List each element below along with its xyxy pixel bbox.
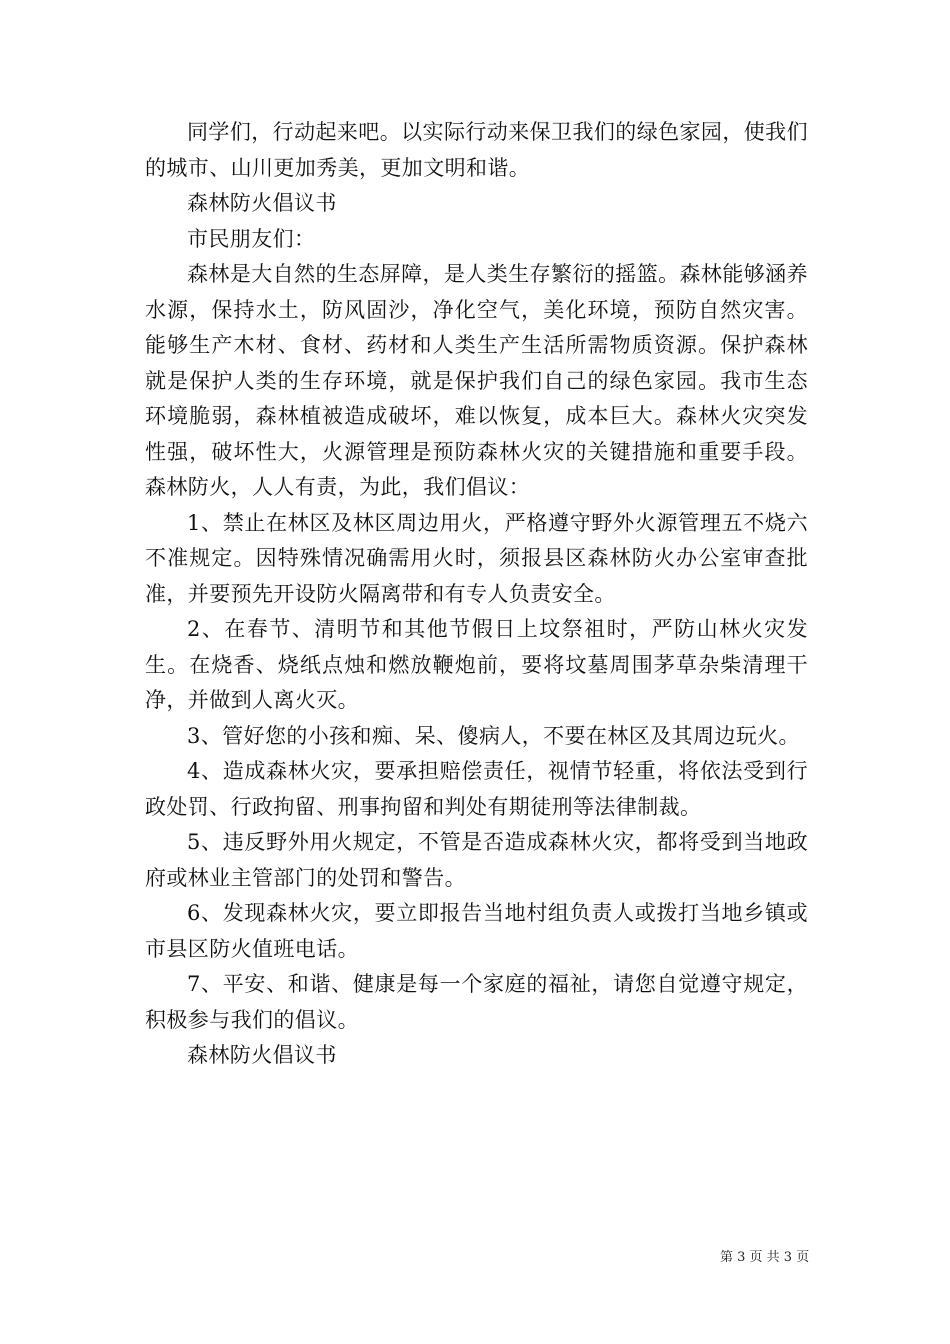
proposal-item-7: 7、平安、和谐、健康是每一个家庭的福祉，请您自觉遵守规定，积极参与我们的倡议。 xyxy=(145,972,808,1032)
paragraph-closing-call: 同学们，行动起来吧。以实际行动来保卫我们的绿色家园，使我们的城市、山川更加秀美，更加文明和谐。 xyxy=(145,120,808,180)
proposal-item-4: 4、造成森林火灾，要承担赔偿责任，视情节轻重，将依法受到行政处罚、行政拘留、刑事拘留和判处有期徒刑等法律制裁。 xyxy=(145,759,808,819)
proposal-item-5: 5、违反野外用火规定，不管是否造成森林火灾，都将受到当地政府或林业主管部门的处罚和警告。 xyxy=(145,830,808,890)
document-body xyxy=(145,115,808,1074)
proposal-item-6: 6、发现森林火灾，要立即报告当地村组负责人或拨打当地乡镇或市县区防火值班电话。 xyxy=(145,901,808,961)
salutation: 市民朋友们： xyxy=(187,226,316,251)
paragraph-intro: 森林是大自然的生态屏障，是人类生存繁衍的摇篮。森林能够涵养水源，保持水土，防风固沙，净化空气，美化环境，预防自然灾害。能够生产木材、食材、药材和人类生产生活所需物质资源。保护森林就是保护人类的生存环境，就是保护我们自己的绿色家园。我市生态环境脆弱，森林植被造成破坏，难以恢复，成本巨大。森林火灾突发性强，破坏性大，火源管理是预防森林火灾的关键措施和重要手段。森林防火，人人有责，为此，我们倡议： xyxy=(145,262,808,499)
page-number: 第 3 页 共 3 页 xyxy=(720,1250,810,1265)
proposal-item-2: 2、在春节、清明节和其他节假日上坟祭祖时，严防山林火灾发生。在烧香、烧纸点烛和燃放鞭炮前，要将坟墓周围茅草杂柴清理干净，并做到人离火灭。 xyxy=(145,617,808,712)
section-title-next: 森林防火倡议书 xyxy=(187,1043,337,1067)
proposal-item-3: 3、管好您的小孩和痴、呆、傻病人，不要在林区及其周边玩火。 xyxy=(187,723,800,748)
section-title: 森林防火倡议书 xyxy=(187,191,337,215)
proposal-item-1: 1、禁止在林区及林区周边用火，严格遵守野外火源管理五不烧六不准规定。因特殊情况确需用火时，须报县区森林防火办公室审查批准，并要预先开设防火隔离带和有专人负责安全。 xyxy=(145,510,808,606)
